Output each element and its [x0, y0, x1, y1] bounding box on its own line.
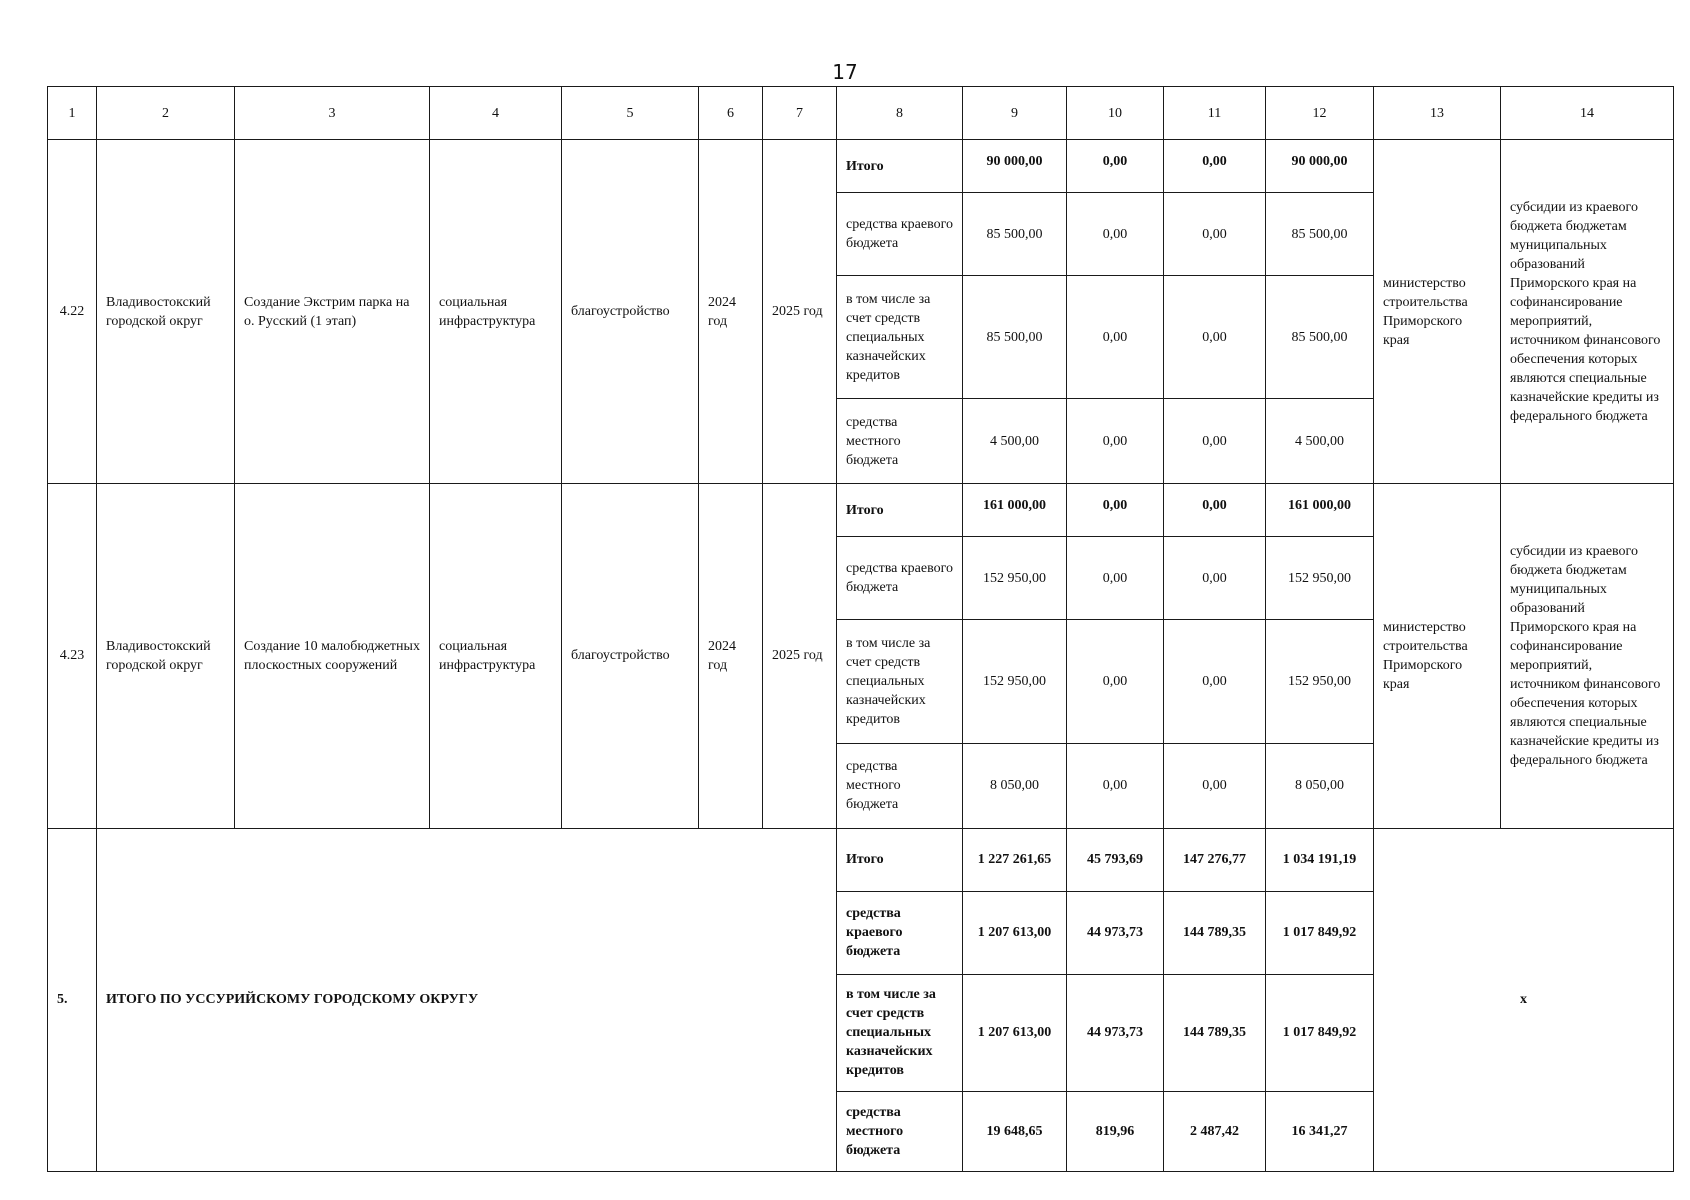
amount-cell: 1 017 849,92 — [1266, 891, 1374, 974]
amount-cell: 0,00 — [1067, 484, 1164, 537]
start-year-cell: 2024 год — [699, 484, 763, 828]
end-year-cell: 2025 год — [763, 140, 837, 484]
amount-cell: 1 034 191,19 — [1266, 828, 1374, 891]
amount-cell: 8 050,00 — [1266, 743, 1374, 828]
column-header: 4 — [430, 87, 562, 140]
total-title: ИТОГО ПО УССУРИЙСКОМУ ГОРОДСКОМУ ОКРУГУ — [97, 828, 837, 1171]
end-year-cell: 2025 год — [763, 484, 837, 828]
territory-cell: Владивостокский городской округ — [97, 484, 235, 828]
amount-cell: 2 487,42 — [1164, 1091, 1266, 1171]
column-header: 1 — [48, 87, 97, 140]
column-header: 10 — [1067, 87, 1164, 140]
amount-cell: 85 500,00 — [963, 193, 1067, 276]
amount-cell: 0,00 — [1067, 140, 1164, 193]
amount-cell: 0,00 — [1164, 276, 1266, 399]
column-header: 5 — [562, 87, 699, 140]
column-header: 7 — [763, 87, 837, 140]
amount-cell: 44 973,73 — [1067, 891, 1164, 974]
column-header: 13 — [1374, 87, 1501, 140]
amount-cell: 0,00 — [1164, 140, 1266, 193]
source-label: средства местного бюджета — [837, 399, 963, 484]
amount-cell: 85 500,00 — [1266, 193, 1374, 276]
source-label: средства краевого бюджета — [837, 891, 963, 974]
object-cell: Создание 10 малобюджетных плоскостных сооружений — [235, 484, 430, 828]
amount-cell: 0,00 — [1067, 743, 1164, 828]
column-header: 3 — [235, 87, 430, 140]
amount-cell: 819,96 — [1067, 1091, 1164, 1171]
amount-cell: 19 648,65 — [963, 1091, 1067, 1171]
sphere-cell: социальная инфраструктура — [430, 484, 562, 828]
note-cell: субсидии из краевого бюджета бюджетам муниципальных образований Приморского края на софинансирование мероприятий, источником финансового обеспечения которых являются специальные казначейские кредиты из федерального бюджета — [1501, 484, 1674, 828]
source-label: в том числе за счет средств специальных казначейских кредитов — [837, 974, 963, 1091]
amount-cell: 152 950,00 — [1266, 620, 1374, 743]
amount-cell: 90 000,00 — [1266, 140, 1374, 193]
amount-cell: 16 341,27 — [1266, 1091, 1374, 1171]
source-label: в том числе за счет средств специальных казначейских кредитов — [837, 620, 963, 743]
amount-cell: 4 500,00 — [1266, 399, 1374, 484]
table-row — [48, 484, 1674, 537]
amount-cell: 85 500,00 — [1266, 276, 1374, 399]
source-label: Итого — [837, 484, 963, 537]
note-cell: субсидии из краевого бюджета бюджетам муниципальных образований Приморского края на софинансирование мероприятий, источником финансового обеспечения которых являются специальные казначейские кредиты из федерального бюджета — [1501, 140, 1674, 484]
source-label: Итого — [837, 828, 963, 891]
column-header: 8 — [837, 87, 963, 140]
source-label: в том числе за счет средств специальных казначейских кредитов — [837, 276, 963, 399]
amount-cell: 152 950,00 — [963, 620, 1067, 743]
page-number: 17 — [832, 60, 858, 84]
direction-cell: благоустройство — [562, 140, 699, 484]
territory-cell: Владивостокский городской округ — [97, 140, 235, 484]
amount-cell: 147 276,77 — [1164, 828, 1266, 891]
amount-cell: 0,00 — [1164, 620, 1266, 743]
executor-cell: министерство строительства Приморского края — [1374, 140, 1501, 484]
amount-cell: 161 000,00 — [963, 484, 1067, 537]
source-label: Итого — [837, 140, 963, 193]
row-number: 4.22 — [48, 140, 97, 484]
amount-cell: 144 789,35 — [1164, 974, 1266, 1091]
start-year-cell: 2024 год — [699, 140, 763, 484]
source-label: средства местного бюджета — [837, 743, 963, 828]
source-label: средства местного бюджета — [837, 1091, 963, 1171]
amount-cell: 1 207 613,00 — [963, 974, 1067, 1091]
row-number: 4.23 — [48, 484, 97, 828]
object-cell: Создание Экстрим парка на о. Русский (1 этап) — [235, 140, 430, 484]
budget-table — [47, 86, 1674, 1172]
source-label: средства краевого бюджета — [837, 193, 963, 276]
amount-cell: 90 000,00 — [963, 140, 1067, 193]
amount-cell: 0,00 — [1164, 537, 1266, 620]
column-header: 2 — [97, 87, 235, 140]
amount-cell: 152 950,00 — [963, 537, 1067, 620]
amount-cell: 0,00 — [1067, 276, 1164, 399]
column-header: 14 — [1501, 87, 1674, 140]
amount-cell: 152 950,00 — [1266, 537, 1374, 620]
total-row — [48, 828, 1674, 891]
amount-cell: 0,00 — [1067, 537, 1164, 620]
amount-cell: 0,00 — [1067, 193, 1164, 276]
amount-cell: 0,00 — [1164, 484, 1266, 537]
column-header: 12 — [1266, 87, 1374, 140]
column-header: 6 — [699, 87, 763, 140]
table-header-row — [48, 87, 1674, 140]
column-header: 11 — [1164, 87, 1266, 140]
column-header: 9 — [963, 87, 1067, 140]
amount-cell: 85 500,00 — [963, 276, 1067, 399]
amount-cell: 161 000,00 — [1266, 484, 1374, 537]
amount-cell: 44 973,73 — [1067, 974, 1164, 1091]
amount-cell: 8 050,00 — [963, 743, 1067, 828]
executor-cell: министерство строительства Приморского края — [1374, 484, 1501, 828]
row-number: 5. — [48, 828, 97, 1171]
direction-cell: благоустройство — [562, 484, 699, 828]
amount-cell: 0,00 — [1067, 620, 1164, 743]
amount-cell: 1 207 613,00 — [963, 891, 1067, 974]
amount-cell: 144 789,35 — [1164, 891, 1266, 974]
amount-cell: 0,00 — [1164, 193, 1266, 276]
amount-cell: 1 017 849,92 — [1266, 974, 1374, 1091]
amount-cell: 4 500,00 — [963, 399, 1067, 484]
amount-cell: 1 227 261,65 — [963, 828, 1067, 891]
sphere-cell: социальная инфраструктура — [430, 140, 562, 484]
amount-cell: 0,00 — [1164, 399, 1266, 484]
table-row — [48, 140, 1674, 193]
amount-cell: 0,00 — [1067, 399, 1164, 484]
amount-cell: 45 793,69 — [1067, 828, 1164, 891]
source-label: средства краевого бюджета — [837, 537, 963, 620]
not-applicable-mark: x — [1374, 828, 1674, 1171]
amount-cell: 0,00 — [1164, 743, 1266, 828]
